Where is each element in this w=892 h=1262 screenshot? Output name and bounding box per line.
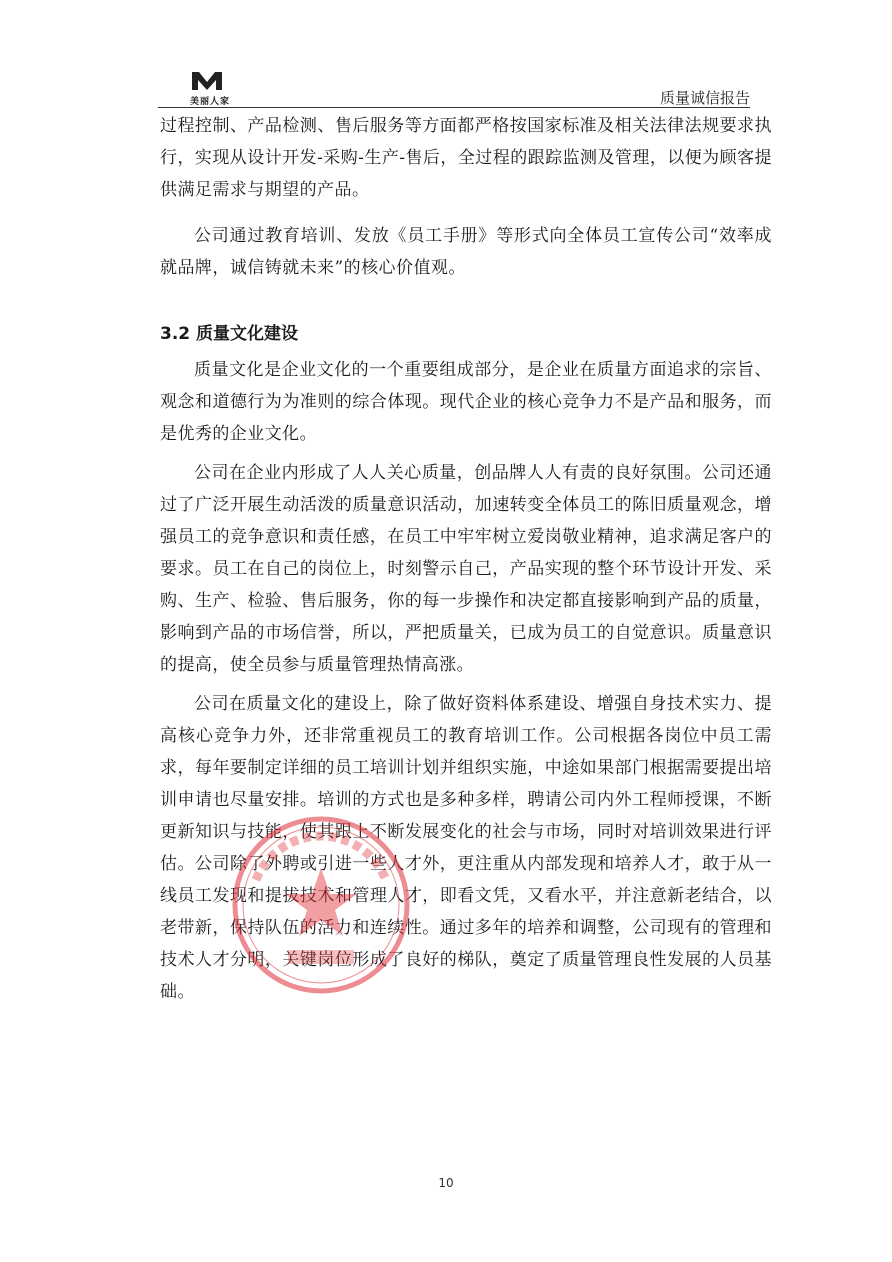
paragraph-training: 公司在质量文化的建设上，除了做好资料体系建设、增强自身技术实力、提高核心竞争力外，还非常重视员工的教育培训工作。公司根据各岗位中员工需求，每年要制定详细的员工培训计划并组织实施，中途如果部门根据需要提出培训申请也尽量安排。培训的方式也是多种多样，聘请公司内外工程师授课，不断更新知识与技能，使其跟上不断发展变化的社会与市场，同时对培训效果进行评估。公司除了外聘或引进一些人才外，更注重从内部发现和培养人才，敢于从一线员工发现和提拔技术和管理人才，即看文凭，又看水平，并注意新老结合，以老带新，保持队伍的活力和连续性。通过多年的培养和调整，公司现有的管理和技术人才分明，关键岗位形成了良好的梯队，奠定了质量管理良性发展的人员基础。: [160, 694, 772, 1002]
header-divider: [158, 107, 750, 108]
paragraph-quality-awareness: 公司在企业内形成了人人关心质量，创品牌人人有责的良好氛围。公司还通过了广泛开展生动活泼的质量意识活动，加速转变全体员工的陈旧质量观念，增强员工的竞争意识和责任感，在员工中牢牢树立爱岗敬业精神，追求满足客户的要求。员工在自己的岗位上，时刻警示自己，产品实现的整个环节设计开发、采购、生产、检验、售后服务，你的每一步操作和决定都直接影响到产品的质量，影响到产品的市场信誉，所以，严把质量关，已成为员工的自觉意识。质量意识的提高，使全员参与质量管理热情高涨。: [160, 463, 772, 675]
company-logo: [180, 70, 234, 106]
section-heading: 3.2 质量文化建设: [160, 324, 299, 344]
document-body: [160, 110, 772, 1008]
logo-text: 美丽人家: [189, 97, 230, 107]
page-number: 10: [438, 1176, 454, 1190]
header-title: 质量诚信报告: [659, 89, 750, 107]
paragraph-core-values: 公司通过教育培训、发放《员工手册》等形式向全体员工宣传公司“效率成就品牌，诚信铸就未来”的核心价值观。: [160, 226, 772, 278]
page-header: [158, 62, 750, 108]
logo-mark-icon: [190, 70, 224, 92]
paragraph-process-control: 过程控制、产品检测、售后服务等方面都严格按国家标准及相关法律法规要求执行，实现从设计开发-采购-生产-售后，全过程的跟踪监测及管理，以便为顾客提供满足需求与期望的产品。: [160, 116, 772, 200]
paragraph-quality-culture: 质量文化是企业文化的一个重要组成部分，是企业在质量方面追求的宗旨、观念和道德行为为准则的综合体现。现代企业的核心竞争力不是产品和服务，而是优秀的企业文化。: [160, 360, 772, 444]
